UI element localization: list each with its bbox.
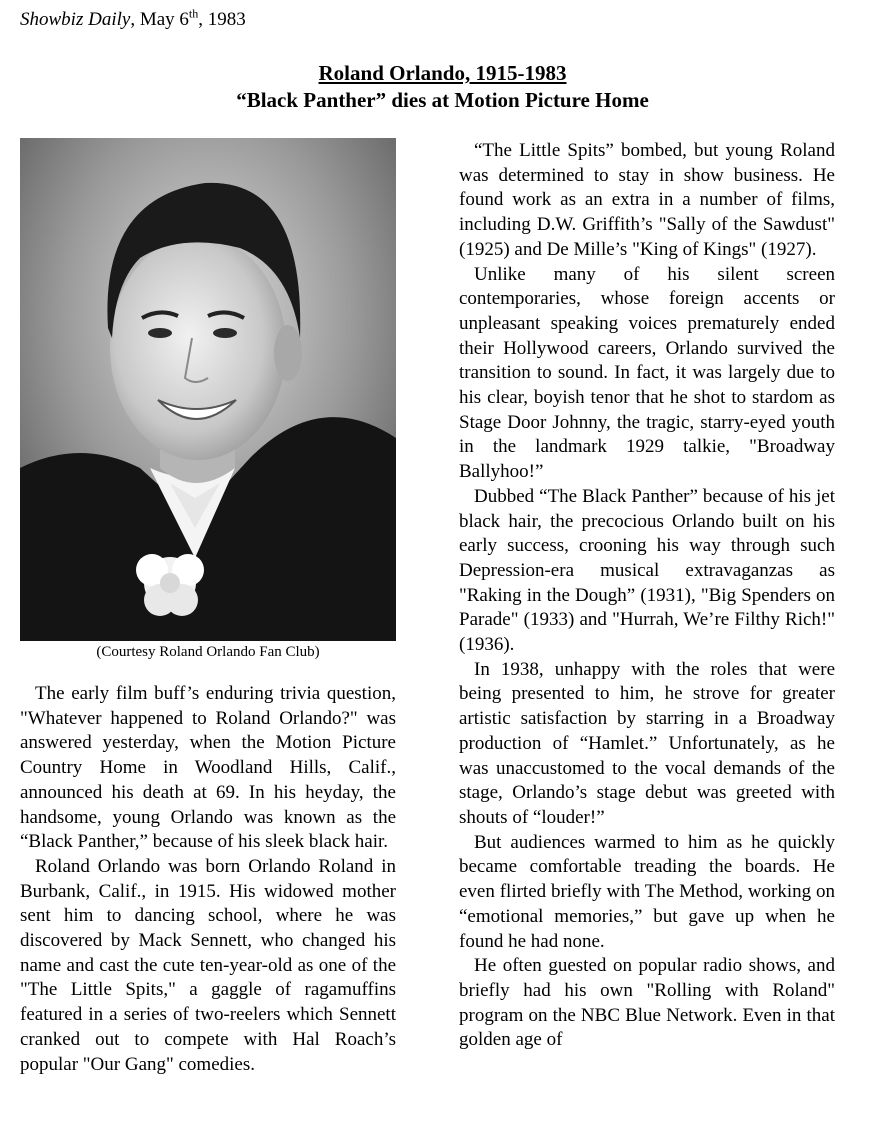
article-paragraph: “The Little Spits” bombed, but young Roland was determined to stay in show business. He found work as an extra in a number of films, including D.W. Griffith’s "Sally of the Sawdust" (1925) and De Mille’s "King of Kings" (1927). [459, 140, 835, 260]
portrait-photo [20, 138, 396, 641]
dateline-year: , 1983 [198, 9, 246, 30]
article-paragraph: In 1938, unhappy with the roles that were being presented to him, he strove for greater artistic satisfaction by starring in a Broadway production of “Hamlet.” Unfortunately, as he was unaccustomed to the vocal demands of the stage, Orlando’s stage debut was greeted with shouts of “louder!” [459, 658, 835, 828]
article-paragraph: He often guested on popular radio shows, and briefly had his own "Rolling with Roland" program on the NBC Blue Network. Even in that golden age of [459, 955, 835, 1051]
article-paragraph: Unlike many of his silent screen contemporaries, whose foreign accents or unpleasant speaking voices prematurely ended their Hollywood careers, Orlando survived the transition to sound. In fact, it was largely due to his clear, boyish tenor that he shot to stardom as Stage Door Johnny, the tragic, starry-eyed youth in the landmark 1929 talkie, "Broadway Ballyhoo!” [459, 263, 835, 483]
dateline [20, 8, 246, 32]
headline [0, 60, 885, 114]
article-paragraph: The early film buff’s enduring trivia question, "Whatever happened to Roland Orlando?" was answered yesterday, when the Motion Picture Country Home in Woodland Hills, Calif., announced his death at 69. In his heyday, the handsome, young Orlando was known as the “Black Panther,” because of his sleek black hair. [20, 683, 396, 853]
date-ordinal-suffix: th [188, 6, 199, 21]
headline-subtitle: “Black Panther” dies at Motion Picture Home [236, 88, 649, 112]
dateline-date: , May 6 [130, 9, 189, 30]
article-column-left [20, 682, 396, 1077]
headline-title: Roland Orlando, 1915-1983 [318, 61, 567, 85]
publication-name: Showbiz Daily [20, 9, 131, 30]
article-paragraph: But audiences warmed to him as he quickly became comfortable treading the boards. He even flirted briefly with The Method, working on “emotional memories,” but gave up when he found he had none. [459, 831, 835, 952]
photo-caption: (Courtesy Roland Orlando Fan Club) [96, 644, 320, 660]
carnation-flower [136, 554, 204, 616]
article-paragraph: Dubbed “The Black Panther” because of his jet black hair, the precocious Orlando built on his early success, crooning his way through such Depression-era musical extravaganzas as "Raking in the Dough” (1931), "Big Spenders on Parade" (1933) and "Hurrah, We’re Filthy Rich!" (1936). [459, 485, 835, 656]
article-paragraph: Roland Orlando was born Orlando Roland in Burbank, Calif., in 1915. His widowed mother sent him to dancing school, where he was discovered by Mack Sennett, who changed his name and cast the cute ten-year-old as one of the "The Little Spits," a gaggle of ragamuffins featured in a series of two-reelers which Sennett cranked out to compete with Hal Roach’s popular "Our Gang" comedies. [20, 855, 396, 1075]
article-column-right [459, 139, 835, 1053]
portrait-illustration [20, 138, 396, 641]
